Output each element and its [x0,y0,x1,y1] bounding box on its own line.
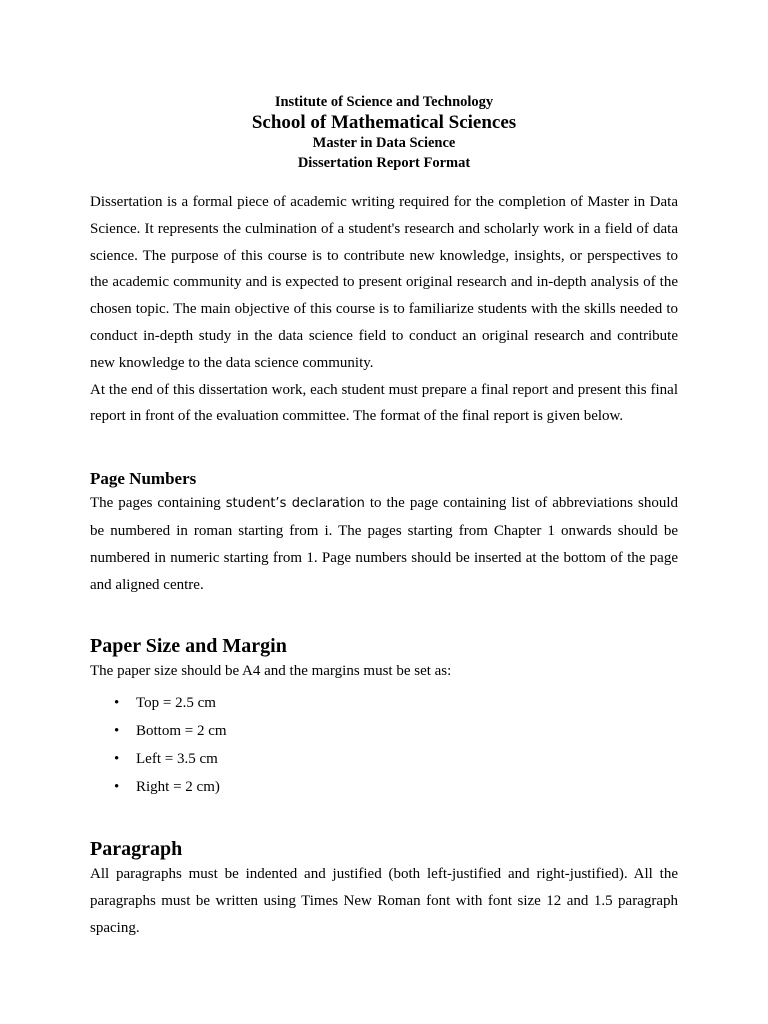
document-title: Dissertation Report Format [297,154,471,171]
page-numbers-text-start: The pages containing [90,495,226,512]
margin-right-value: Right = 2 cm) [136,779,220,796]
institute-name: Institute of Science and Technology [274,94,494,110]
bullet-icon: • [114,695,120,712]
list-item [114,773,678,801]
bullet-icon: • [114,723,120,740]
page-numbers-text-end: to the page containing list of abbreviations should be numbered in roman starting from i. The pages starting from Chapter 1 onwards should be numbered in numeric starting from 1. Page numbers should be inserted at the bottom of the page and aligned centre. [90,495,678,593]
paragraph-rules-text: All paragraphs must be indented and justified (both left-justified and right-justified). All the paragraphs must be written using Times New Roman font with font size 12 and 1.5 paragraph spacing. [90,866,678,936]
program-name: Master in Data Science [312,135,456,151]
students-declaration-phrase: student’s declaration [225,496,365,512]
bullet-icon: • [114,751,120,768]
document-header [90,92,678,173]
document-page [90,92,678,942]
page-numbers-heading: Page Numbers [90,469,197,489]
list-item [114,689,678,717]
intro-paragraph: Dissertation is a formal piece of academic writing required for the completion of Master in Data Science. It represents the culmination of a student's research and scholarly work in a field of data science. The purpose of this course is to contribute new knowledge, insights, or perspectives to the academic community and is expected to present original research and in-depth analysis of the chosen topic. The main objective of this course is to familiarize students with the skills needed to conduct in-depth study in the data science field to conduct an original research and contribute new knowledge to the data science community. [90,194,678,371]
paper-size-intro: The paper size should be A4 and the margins must be set as: [90,663,452,680]
intro-paragraph-final-report: At the end of this dissertation work, each student must prepare a final report and present this final report in front of the evaluation committee. The format of the final report is given below. [90,381,678,425]
bullet-icon: • [114,779,120,796]
page-numbers-paragraph [90,490,678,598]
paper-size-heading: Paper Size and Margin [90,635,287,658]
margin-top-value: Top = 2.5 cm [136,695,216,712]
margin-list [90,689,678,801]
paragraph-heading: Paragraph [90,838,183,861]
list-item [114,717,678,745]
margin-bottom-value: Bottom = 2 cm [136,723,227,740]
school-name: School of Mathematical Sciences [251,112,517,133]
margin-left-value: Left = 3.5 cm [136,751,218,768]
list-item [114,745,678,773]
